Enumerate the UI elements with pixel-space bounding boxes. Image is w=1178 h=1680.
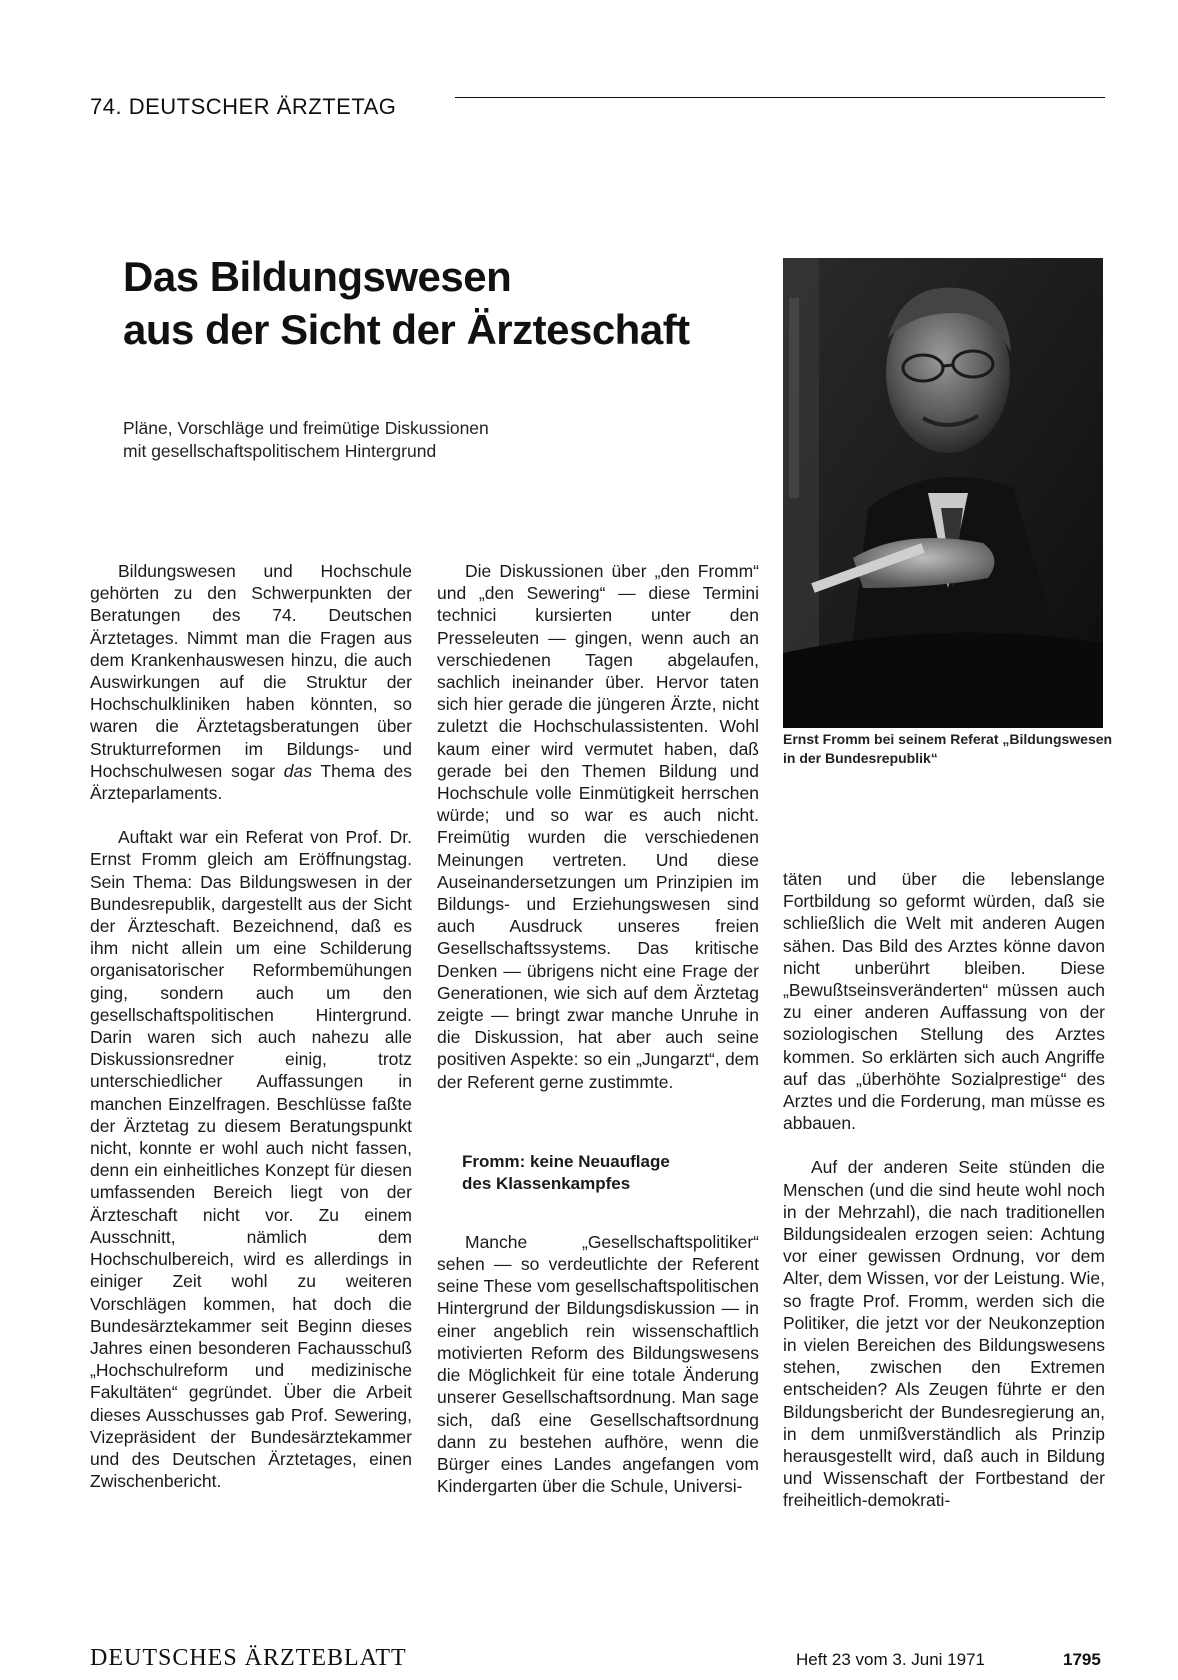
- paragraph-auftakt: Auftakt war ein Referat von Prof. Dr. Ernst Fromm gleich am Eröffnungstag. Sein Thema: Das Bildungswesen in der Bundesrepublik, dargestellt aus der Sicht der Ärzteschaft. Bezeichnend, daß es ihm nicht allein um eine Schilderung organisatorischer Reformbemühungen ging, sondern auch um den gesellschaftspolitischen Hintergrund. Darin waren sich auch nahezu alle Diskussionsredner einig, trotz unterschiedlicher Auffassungen in manchen Einzelfragen. Beschlüsse faßte der Ärztetag zu diesem Beratungspunkt nicht, konnte er wohl auch nicht fassen, denn ein einheitliches Konzept für diesen umfassenden Bereich liegt von der Ärzteschaft nicht vor. Zu einem Ausschnitt, nämlich dem Hochschulbereich, wird es allerdings in einiger Zeit wohl zu weiteren Vorschlägen kommen, hat doch die Bundesärztekammer seit Beginn dieses Jahres einen besonderen Fachausschuß „Hochschulreform und medizinische Fakultäten“ gegründet. Über die Arbeit dieses Ausschusses gab Prof. Sewering, Vizepräsident der Bundesärztekammer und des Deutschen Ärztetages, einen Zwischenbericht.: [90, 827, 412, 1492]
- speaker-photo: [783, 258, 1103, 728]
- subheading-line-1: Fromm: keine Neuauflage: [462, 1151, 670, 1171]
- subtitle-line-2: mit gesellschaftspolitischem Hintergrund: [123, 441, 437, 461]
- paragraph-gesellschaftspolitiker: Manche „Gesellschaftspolitiker“ sehen — so verdeutlichte der Referent seine These vom gesellschaftspolitischen Hintergrund der Bildungsdiskussion — in einer angeblich rein wissenschaftlich motivierten Reform des Bildungswesens die Möglichkeit für eine totale Änderung unserer Gesellschaftsordnung. Man sage sich, daß eine Gesellschaftsordnung dann zu bestehen aufhöre, wenn die Bürger eines Landes angefangen vom Kindergarten über die Schule, Universi-: [437, 1231, 759, 1497]
- subtitle-line-1: Pläne, Vorschläge und freimütige Diskussionen: [123, 418, 489, 438]
- paragraph-continuation: täten und über die lebenslange Fortbildung so geformt würden, daß sie schließlich die Welt mit anderen Augen sähen. Das Bild des Arztes könne davon nicht unberührt bleiben. Diese „Bewußtseinsveränderten“ müssen auch zu einer anderen Auffassung von der soziologischen Stellung des Arztes kommen. So erklärten sich auch Angriffe auf das „überhöhte Sozialprestige“ des Arztes und die Forderung, man müsse es abbauen.: [783, 869, 1105, 1134]
- paragraph-intro: [90, 560, 412, 804]
- emphasis-das: das: [283, 760, 312, 781]
- article-subtitle: [123, 417, 683, 463]
- text-column-2: [437, 560, 759, 1497]
- footer-publication-name: DEUTSCHES ÄRZTEBLATT: [90, 1645, 407, 1671]
- title-line-2: aus der Sicht der Ärzteschaft: [123, 306, 690, 353]
- paragraph-andere-seite: Auf der anderen Seite stünden die Menschen (und die sind heute wohl noch in der Mehrzahl), die nach traditionellen Bildungsidealen erzogen seien: Achtung vor einer gewissen Ordnung, vor dem Alter, dem Wissen, vor der Leistung. Wie, so fragte Prof. Fromm, werden sich die Politiker, die jetzt vor der Neukonzeption in vielen Bereichen des Bildungswesens stehen, zwischen den Extremen entscheiden? Als Zeugen führte er den Bildungsbericht der Bundesregierung an, in dem unmißverständlich als Prinzip herausgestellt wird, daß auch in Bildung und Wissenschaft der Fortbestand der freiheitlich-demokrati-: [783, 1157, 1105, 1511]
- subheading-line-2: des Klassenkampfes: [462, 1173, 631, 1193]
- article-title: [123, 250, 763, 356]
- paragraph-diskussionen: Die Diskussionen über „den Fromm“ und „den Sewering“ — diese Termini technici kursierten unter den Presseleuten — gingen, wenn auch an verschiedenen Tagen abgelaufen, sachlich ineinander über. Hervor taten sich hier gerade die jüngeren Ärzte, nicht zuletzt die Hochschulassistenten. Wohl kaum einer wird vermutet haben, daß gerade bei den Themen Bildung und Hochschule volle Einmütigkeit herrschen würde; und so war es auch nicht. Freimütig wurden die verschiedenen Meinungen vertreten. Und diese Auseinandersetzungen um Prinzipien im Bildungs- und Erziehungswesen sind auch Ausdruck unseres freien Gesellschaftssystems. Das kritische Denken — übrigens nicht eine Frage der Generationen, wie sich auf dem Ärztetag zeigte — bringt zwar manche Unruhe in die Diskussion, hat aber auch seine positiven Aspekte: so ein „Jungarzt“, dem der Referent gerne zustimmte.: [437, 561, 759, 1092]
- section-label: 74. DEUTSCHER ÄRZTETAG: [90, 94, 397, 119]
- subheading: [437, 1151, 759, 1195]
- header-rule: [455, 97, 1105, 98]
- footer-issue: Heft 23 vom 3. Juni 1971: [796, 1650, 986, 1669]
- speaker-photo-illustration: [783, 258, 1103, 728]
- footer-page-number: 1795: [1063, 1650, 1101, 1669]
- text-column-1: [90, 560, 412, 1492]
- paragraph-intro-part-2: Thema des Ärzteparlaments.: [90, 760, 413, 804]
- text-column-3: [783, 868, 1105, 1512]
- paragraph-intro-part-1: Bildungswesen und Hochschule gehörten zu den Schwerpunkten der Beratungen des 74. Deutschen Ärztetages. Nimmt man die Fragen aus dem Krankenhauswesen hinzu, die auch Auswirkungen auf die Struktur der Hochschulkliniken haben könnten, so waren die Ärztetagsberatungen über Strukturreformen im Bildungs- und Hochschulwesen sogar: [90, 561, 412, 781]
- title-line-1: Das Bildungswesen: [123, 253, 512, 300]
- photo-caption: Ernst Fromm bei seinem Referat „Bildungswesen in der Bundesrepublik“: [783, 731, 1113, 766]
